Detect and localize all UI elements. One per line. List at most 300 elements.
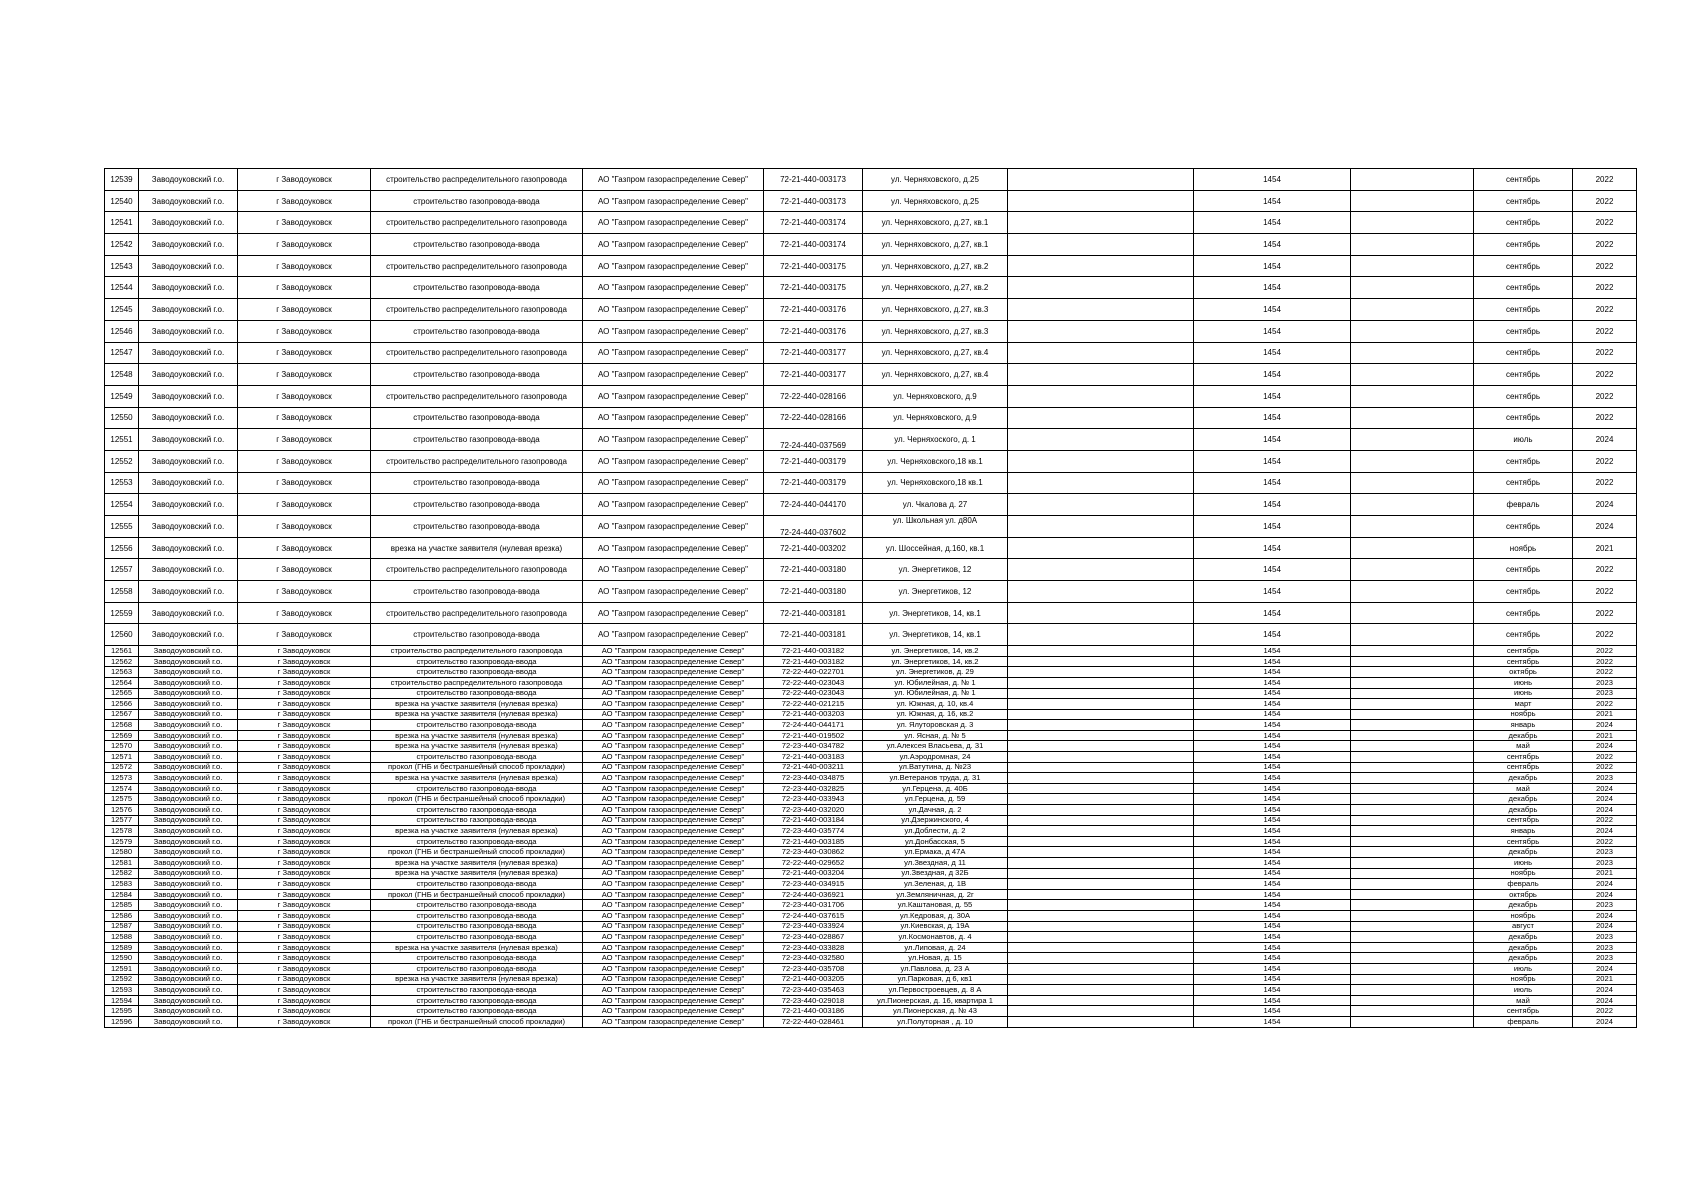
district-cell: Заводоуковский г.о. <box>139 858 238 869</box>
number-cell: 1454 <box>1194 234 1351 256</box>
city-cell: г Заводоуковск <box>238 212 371 234</box>
row-number: 12571 <box>105 752 139 763</box>
work-type-cell: строительство газопровода-ввода <box>371 516 583 538</box>
month-cell: сентябрь <box>1474 602 1573 624</box>
month-cell: сентябрь <box>1474 255 1573 277</box>
number-cell: 1454 <box>1194 805 1351 816</box>
work-type-cell: строительство газопровода-ввода <box>371 805 583 816</box>
blank-cell <box>1008 815 1194 826</box>
month-cell: август <box>1474 921 1573 932</box>
month-cell: июль <box>1474 985 1573 996</box>
row-number: 12569 <box>105 730 139 741</box>
work-type-cell: прокол (ГНБ и бестраншейный способ прокладки) <box>371 889 583 900</box>
blank-cell <box>1008 450 1194 472</box>
table-row <box>105 516 1637 538</box>
blank-cell <box>1351 581 1474 603</box>
blank-cell <box>1351 559 1474 581</box>
table-row <box>105 677 1637 688</box>
district-cell: Заводоуковский г.о. <box>139 677 238 688</box>
address-cell: ул. Энергетиков, 14, кв.1 <box>863 602 1008 624</box>
table-row <box>105 995 1637 1006</box>
organization-cell: АО "Газпром газораспределение Север" <box>583 720 764 731</box>
month-cell: май <box>1474 741 1573 752</box>
row-number: 12543 <box>105 255 139 277</box>
table-row <box>105 709 1637 720</box>
number-cell: 1454 <box>1194 868 1351 879</box>
blank-cell <box>1351 255 1474 277</box>
address-cell: ул. Черняховского, д.9 <box>863 385 1008 407</box>
address-cell: ул.Герцена, д. 59 <box>863 794 1008 805</box>
table-row <box>105 836 1637 847</box>
month-cell: декабрь <box>1474 794 1573 805</box>
work-type-cell: строительство распределительного газопровода <box>371 212 583 234</box>
blank-cell <box>1351 826 1474 837</box>
month-cell: январь <box>1474 826 1573 837</box>
year-cell: 2023 <box>1573 858 1637 869</box>
blank-cell <box>1351 646 1474 657</box>
district-cell: Заводоуковский г.о. <box>139 889 238 900</box>
number-cell: 1454 <box>1194 494 1351 516</box>
row-number: 12574 <box>105 783 139 794</box>
work-type-cell: строительство газопровода-ввода <box>371 995 583 1006</box>
organization-cell: АО "Газпром газораспределение Север" <box>583 773 764 784</box>
organization-cell: АО "Газпром газораспределение Север" <box>583 190 764 212</box>
city-cell: г Заводоуковск <box>238 868 371 879</box>
blank-cell <box>1008 783 1194 794</box>
address-cell: ул.Киевская, д. 19А <box>863 921 1008 932</box>
row-number: 12565 <box>105 688 139 699</box>
table-row <box>105 299 1637 321</box>
number-cell: 1454 <box>1194 910 1351 921</box>
blank-cell <box>1351 602 1474 624</box>
table-row <box>105 277 1637 299</box>
code-cell: 72-23-440-034782 <box>764 741 863 752</box>
work-type-cell: прокол (ГНБ и бестраншейный способ прокладки) <box>371 1016 583 1027</box>
year-cell: 2022 <box>1573 656 1637 667</box>
blank-cell <box>1351 762 1474 773</box>
organization-cell: АО "Газпром газораспределение Север" <box>583 342 764 364</box>
code-cell: 72-21-440-003177 <box>764 342 863 364</box>
month-cell: ноябрь <box>1474 537 1573 559</box>
work-type-cell: строительство газопровода-ввода <box>371 836 583 847</box>
city-cell: г Заводоуковск <box>238 699 371 710</box>
number-cell: 1454 <box>1194 667 1351 678</box>
city-cell: г Заводоуковск <box>238 277 371 299</box>
number-cell: 1454 <box>1194 646 1351 657</box>
blank-cell <box>1008 953 1194 964</box>
city-cell: г Заводоуковск <box>238 190 371 212</box>
row-number: 12593 <box>105 985 139 996</box>
organization-cell: АО "Газпром газораспределение Север" <box>583 656 764 667</box>
blank-cell <box>1008 963 1194 974</box>
district-cell: Заводоуковский г.о. <box>139 921 238 932</box>
organization-cell: АО "Газпром газораспределение Север" <box>583 826 764 837</box>
city-cell: г Заводоуковск <box>238 677 371 688</box>
year-cell: 2024 <box>1573 783 1637 794</box>
blank-cell <box>1008 169 1194 191</box>
row-number: 12586 <box>105 910 139 921</box>
code-cell: 72-23-440-030862 <box>764 847 863 858</box>
number-cell: 1454 <box>1194 537 1351 559</box>
district-cell: Заводоуковский г.о. <box>139 709 238 720</box>
blank-cell <box>1351 836 1474 847</box>
district-cell: Заводоуковский г.о. <box>139 910 238 921</box>
table-row <box>105 559 1637 581</box>
table-row <box>105 910 1637 921</box>
organization-cell: АО "Газпром газораспределение Север" <box>583 900 764 911</box>
code-cell: 72-23-440-033828 <box>764 942 863 953</box>
table-row <box>105 1006 1637 1017</box>
address-cell: ул. Энергетиков, 14, кв.1 <box>863 624 1008 646</box>
table-row <box>105 169 1637 191</box>
code-cell: 72-21-440-003185 <box>764 836 863 847</box>
organization-cell: АО "Газпром газораспределение Север" <box>583 889 764 900</box>
city-cell: г Заводоуковск <box>238 624 371 646</box>
year-cell: 2024 <box>1573 985 1637 996</box>
work-type-cell: строительство распределительного газопровода <box>371 342 583 364</box>
year-cell: 2023 <box>1573 953 1637 964</box>
work-type-cell: строительство газопровода-ввода <box>371 921 583 932</box>
row-number: 12590 <box>105 953 139 964</box>
number-cell: 1454 <box>1194 677 1351 688</box>
year-cell: 2022 <box>1573 450 1637 472</box>
blank-cell <box>1008 602 1194 624</box>
year-cell: 2022 <box>1573 169 1637 191</box>
organization-cell: АО "Газпром газораспределение Север" <box>583 450 764 472</box>
blank-cell <box>1008 921 1194 932</box>
blank-cell <box>1351 730 1474 741</box>
address-cell: ул.Доблести, д. 2 <box>863 826 1008 837</box>
city-cell: г Заводоуковск <box>238 889 371 900</box>
blank-cell <box>1351 868 1474 879</box>
district-cell: Заводоуковский г.о. <box>139 762 238 773</box>
work-type-cell: строительство газопровода-ввода <box>371 1006 583 1017</box>
organization-cell: АО "Газпром газораспределение Север" <box>583 699 764 710</box>
address-cell: ул.Кедровая, д. 30А <box>863 910 1008 921</box>
month-cell: июнь <box>1474 677 1573 688</box>
blank-cell <box>1008 234 1194 256</box>
work-type-cell: строительство распределительного газопровода <box>371 169 583 191</box>
year-cell: 2022 <box>1573 624 1637 646</box>
code-cell: 72-22-440-028461 <box>764 1016 863 1027</box>
blank-cell <box>1351 667 1474 678</box>
blank-cell <box>1351 429 1474 451</box>
work-type-cell: строительство газопровода-ввода <box>371 752 583 763</box>
row-number: 12572 <box>105 762 139 773</box>
district-cell: Заводоуковский г.о. <box>139 277 238 299</box>
month-cell: ноябрь <box>1474 974 1573 985</box>
blank-cell <box>1008 974 1194 985</box>
code-cell: 72-21-440-003181 <box>764 602 863 624</box>
organization-cell: АО "Газпром газораспределение Север" <box>583 646 764 657</box>
address-cell: ул. Черняховского, д.27, кв.4 <box>863 342 1008 364</box>
address-cell: ул. Черняховского, д.9 <box>863 407 1008 429</box>
year-cell: 2022 <box>1573 762 1637 773</box>
month-cell: сентябрь <box>1474 234 1573 256</box>
row-number: 12576 <box>105 805 139 816</box>
district-cell: Заводоуковский г.о. <box>139 299 238 321</box>
month-cell: сентябрь <box>1474 385 1573 407</box>
address-cell: ул.Земляничная, д. 2г <box>863 889 1008 900</box>
month-cell: октябрь <box>1474 667 1573 678</box>
work-type-cell: строительство распределительного газопровода <box>371 385 583 407</box>
city-cell: г Заводоуковск <box>238 450 371 472</box>
district-cell: Заводоуковский г.о. <box>139 169 238 191</box>
month-cell: сентябрь <box>1474 364 1573 386</box>
city-cell: г Заводоуковск <box>238 656 371 667</box>
month-cell: июль <box>1474 429 1573 451</box>
address-cell: ул. Юбилейная, д. № 1 <box>863 688 1008 699</box>
organization-cell: АО "Газпром газораспределение Север" <box>583 752 764 763</box>
table-row <box>105 320 1637 342</box>
blank-cell <box>1008 688 1194 699</box>
work-type-cell: врезка на участке заявителя (нулевая врезка) <box>371 773 583 784</box>
number-cell: 1454 <box>1194 581 1351 603</box>
city-cell: г Заводоуковск <box>238 516 371 538</box>
city-cell: г Заводоуковск <box>238 602 371 624</box>
year-cell: 2022 <box>1573 212 1637 234</box>
city-cell: г Заводоуковск <box>238 900 371 911</box>
blank-cell <box>1008 537 1194 559</box>
city-cell: г Заводоуковск <box>238 299 371 321</box>
city-cell: г Заводоуковск <box>238 537 371 559</box>
district-cell: Заводоуковский г.о. <box>139 364 238 386</box>
blank-cell <box>1351 794 1474 805</box>
year-cell: 2022 <box>1573 667 1637 678</box>
number-cell: 1454 <box>1194 255 1351 277</box>
number-cell: 1454 <box>1194 879 1351 890</box>
row-number: 12557 <box>105 559 139 581</box>
month-cell: сентябрь <box>1474 342 1573 364</box>
district-cell: Заводоуковский г.о. <box>139 234 238 256</box>
work-type-cell: строительство газопровода-ввода <box>371 720 583 731</box>
blank-cell <box>1008 1006 1194 1017</box>
city-cell: г Заводоуковск <box>238 932 371 943</box>
blank-cell <box>1351 815 1474 826</box>
blank-cell <box>1351 537 1474 559</box>
blank-cell <box>1351 688 1474 699</box>
organization-cell: АО "Газпром газораспределение Север" <box>583 212 764 234</box>
table-row <box>105 699 1637 710</box>
work-type-cell: врезка на участке заявителя (нулевая врезка) <box>371 826 583 837</box>
organization-cell: АО "Газпром газораспределение Север" <box>583 299 764 321</box>
year-cell: 2024 <box>1573 1016 1637 1027</box>
organization-cell: АО "Газпром газораспределение Север" <box>583 472 764 494</box>
month-cell: декабрь <box>1474 847 1573 858</box>
row-number: 12539 <box>105 169 139 191</box>
row-number: 12549 <box>105 385 139 407</box>
table-row <box>105 234 1637 256</box>
code-cell: 72-21-440-003173 <box>764 190 863 212</box>
blank-cell <box>1008 699 1194 710</box>
district-cell: Заводоуковский г.о. <box>139 255 238 277</box>
blank-cell <box>1008 847 1194 858</box>
table-row <box>105 720 1637 731</box>
organization-cell: АО "Газпром газораспределение Север" <box>583 494 764 516</box>
organization-cell: АО "Газпром газораспределение Север" <box>583 932 764 943</box>
table-row <box>105 1016 1637 1027</box>
table-row <box>105 255 1637 277</box>
month-cell: сентябрь <box>1474 624 1573 646</box>
organization-cell: АО "Газпром газораспределение Север" <box>583 953 764 964</box>
work-type-cell: врезка на участке заявителя (нулевая врезка) <box>371 868 583 879</box>
row-number: 12594 <box>105 995 139 1006</box>
year-cell: 2022 <box>1573 752 1637 763</box>
address-cell: ул.Дачная, д. 2 <box>863 805 1008 816</box>
year-cell: 2021 <box>1573 974 1637 985</box>
work-type-cell: строительство газопровода-ввода <box>371 190 583 212</box>
district-cell: Заводоуковский г.о. <box>139 212 238 234</box>
city-cell: г Заводоуковск <box>238 826 371 837</box>
organization-cell: АО "Газпром газораспределение Север" <box>583 910 764 921</box>
table-row <box>105 858 1637 869</box>
number-cell: 1454 <box>1194 342 1351 364</box>
address-cell: ул.Пионерская, д. 16, квартира 1 <box>863 995 1008 1006</box>
number-cell: 1454 <box>1194 752 1351 763</box>
code-cell: 72-21-440-003182 <box>764 646 863 657</box>
year-cell: 2023 <box>1573 773 1637 784</box>
blank-cell <box>1351 624 1474 646</box>
blank-cell <box>1351 963 1474 974</box>
blank-cell <box>1008 385 1194 407</box>
district-cell: Заводоуковский г.о. <box>139 1016 238 1027</box>
address-cell: ул. Шоссейная, д.160, кв.1 <box>863 537 1008 559</box>
table-row <box>105 826 1637 837</box>
blank-cell <box>1008 805 1194 816</box>
month-cell: сентябрь <box>1474 752 1573 763</box>
code-cell: 72-21-440-003184 <box>764 815 863 826</box>
month-cell: сентябрь <box>1474 656 1573 667</box>
address-cell: ул. Черняховского, д.27, кв.1 <box>863 234 1008 256</box>
month-cell: декабрь <box>1474 942 1573 953</box>
table-row <box>105 190 1637 212</box>
row-number: 12560 <box>105 624 139 646</box>
table-body <box>105 169 1637 1028</box>
city-cell: г Заводоуковск <box>238 974 371 985</box>
row-number: 12542 <box>105 234 139 256</box>
number-cell: 1454 <box>1194 212 1351 234</box>
blank-cell <box>1008 677 1194 688</box>
table-row <box>105 472 1637 494</box>
year-cell: 2023 <box>1573 677 1637 688</box>
code-cell: 72-21-440-003183 <box>764 752 863 763</box>
year-cell: 2022 <box>1573 699 1637 710</box>
blank-cell <box>1351 1016 1474 1027</box>
organization-cell: АО "Газпром газораспределение Север" <box>583 1016 764 1027</box>
address-cell: ул. Черняховского, д.27, кв.1 <box>863 212 1008 234</box>
table-row <box>105 656 1637 667</box>
year-cell: 2023 <box>1573 900 1637 911</box>
organization-cell: АО "Газпром газораспределение Север" <box>583 879 764 890</box>
month-cell: ноябрь <box>1474 709 1573 720</box>
month-cell: сентябрь <box>1474 1006 1573 1017</box>
district-cell: Заводоуковский г.о. <box>139 472 238 494</box>
work-type-cell: строительство газопровода-ввода <box>371 900 583 911</box>
blank-cell <box>1008 858 1194 869</box>
city-cell: г Заводоуковск <box>238 494 371 516</box>
year-cell: 2023 <box>1573 847 1637 858</box>
code-cell: 72-23-440-035708 <box>764 963 863 974</box>
table-row <box>105 985 1637 996</box>
city-cell: г Заводоуковск <box>238 794 371 805</box>
organization-cell: АО "Газпром газораспределение Север" <box>583 858 764 869</box>
blank-cell <box>1008 741 1194 752</box>
blank-cell <box>1008 277 1194 299</box>
work-type-cell: строительство распределительного газопровода <box>371 677 583 688</box>
work-type-cell: строительство газопровода-ввода <box>371 932 583 943</box>
row-number: 12580 <box>105 847 139 858</box>
number-cell: 1454 <box>1194 169 1351 191</box>
blank-cell <box>1351 709 1474 720</box>
city-cell: г Заводоуковск <box>238 847 371 858</box>
blank-cell <box>1008 559 1194 581</box>
blank-cell <box>1351 656 1474 667</box>
code-cell: 72-23-440-034915 <box>764 879 863 890</box>
code-cell: 72-23-440-035463 <box>764 985 863 996</box>
month-cell: сентябрь <box>1474 320 1573 342</box>
district-cell: Заводоуковский г.о. <box>139 773 238 784</box>
month-cell: июнь <box>1474 688 1573 699</box>
address-cell: ул.Донбасская, 5 <box>863 836 1008 847</box>
year-cell: 2022 <box>1573 342 1637 364</box>
district-cell: Заводоуковский г.о. <box>139 805 238 816</box>
address-cell: ул.Липовая, д. 24 <box>863 942 1008 953</box>
work-type-cell: врезка на участке заявителя (нулевая врезка) <box>371 858 583 869</box>
row-number: 12545 <box>105 299 139 321</box>
number-cell: 1454 <box>1194 299 1351 321</box>
blank-cell <box>1351 921 1474 932</box>
address-cell: ул.Парковая, д 6, кв1 <box>863 974 1008 985</box>
city-cell: г Заводоуковск <box>238 953 371 964</box>
code-cell: 72-21-440-003205 <box>764 974 863 985</box>
month-cell: сентябрь <box>1474 472 1573 494</box>
number-cell: 1454 <box>1194 516 1351 538</box>
blank-cell <box>1008 889 1194 900</box>
blank-cell <box>1351 169 1474 191</box>
code-cell: 72-22-440-023043 <box>764 688 863 699</box>
code-cell: 72-23-440-031706 <box>764 900 863 911</box>
address-cell: ул.Полуторная , д. 10 <box>863 1016 1008 1027</box>
table-row <box>105 805 1637 816</box>
year-cell: 2022 <box>1573 320 1637 342</box>
organization-cell: АО "Газпром газораспределение Север" <box>583 602 764 624</box>
month-cell: сентябрь <box>1474 762 1573 773</box>
blank-cell <box>1008 646 1194 657</box>
table-row <box>105 932 1637 943</box>
city-cell: г Заводоуковск <box>238 472 371 494</box>
year-cell: 2022 <box>1573 299 1637 321</box>
table-row <box>105 921 1637 932</box>
table-row <box>105 974 1637 985</box>
year-cell: 2024 <box>1573 794 1637 805</box>
city-cell: г Заводоуковск <box>238 385 371 407</box>
work-type-cell: врезка на участке заявителя (нулевая врезка) <box>371 537 583 559</box>
row-number: 12583 <box>105 879 139 890</box>
row-number: 12587 <box>105 921 139 932</box>
row-number: 12584 <box>105 889 139 900</box>
table-row <box>105 953 1637 964</box>
code-cell: 72-22-440-022701 <box>764 667 863 678</box>
district-cell: Заводоуковский г.о. <box>139 624 238 646</box>
year-cell: 2022 <box>1573 255 1637 277</box>
blank-cell <box>1008 429 1194 451</box>
number-cell: 1454 <box>1194 472 1351 494</box>
blank-cell <box>1351 299 1474 321</box>
address-cell: ул. Черняховского, д.27, кв.3 <box>863 320 1008 342</box>
address-cell: ул. Черняховского, д.27, кв.4 <box>863 364 1008 386</box>
city-cell: г Заводоуковск <box>238 963 371 974</box>
organization-cell: АО "Газпром газораспределение Север" <box>583 537 764 559</box>
